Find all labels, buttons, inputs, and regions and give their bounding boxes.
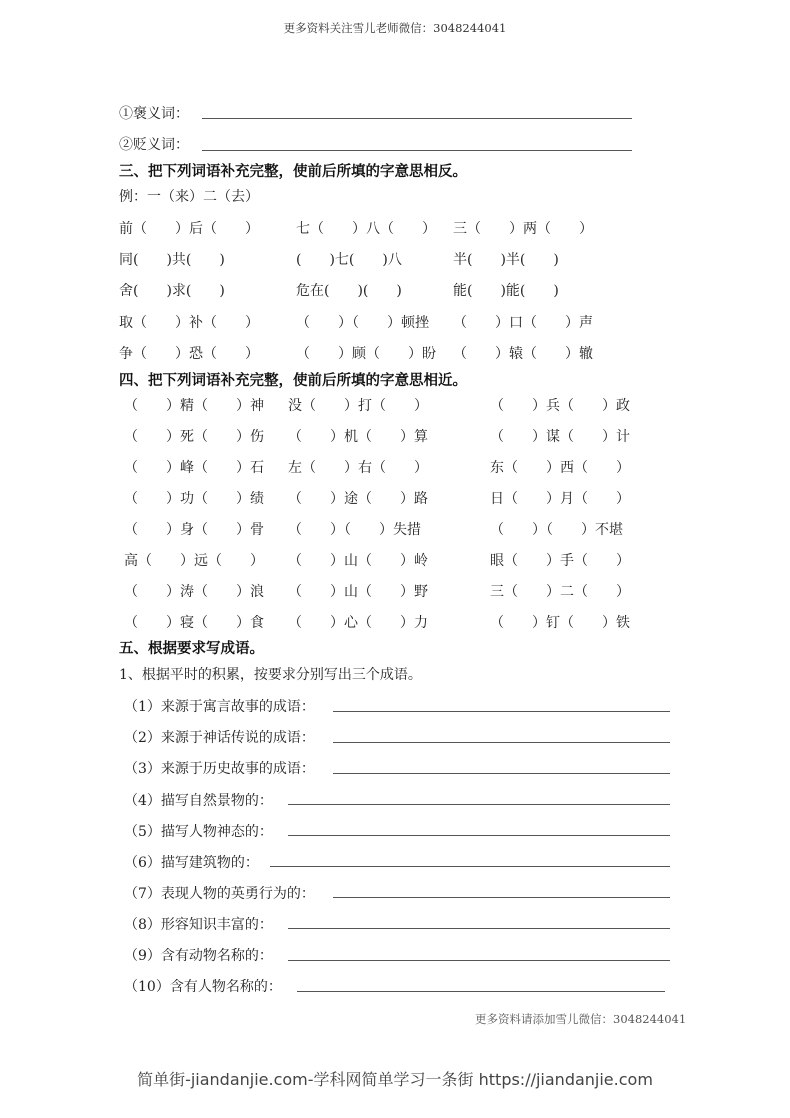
commendatory-answer-line[interactable] — [202, 118, 632, 119]
antonym-fill-item[interactable]: 能( )能( ) — [453, 283, 559, 299]
synonym-fill-item[interactable]: 三（ ）二（ ） — [490, 584, 630, 600]
synonym-fill-item[interactable]: （ ）山（ ）野 — [288, 584, 428, 600]
section5-instruction: 1、根据平时的积累，按要求分别写出三个成语。 — [119, 667, 422, 683]
idiom-answer-line-2[interactable] — [333, 742, 670, 743]
antonym-fill-item[interactable]: （ ）口（ ）声 — [453, 315, 593, 331]
section3-heading: 三、把下列词语补充完整，使前后所填的字意思相反。 — [119, 164, 467, 180]
synonym-fill-item[interactable]: （ ）（ ）失措 — [288, 522, 421, 538]
synonym-fill-item[interactable]: 左（ ）右（ ） — [288, 460, 428, 476]
derogatory-label: ②贬义词： — [119, 137, 189, 153]
antonym-fill-item[interactable]: 同( )共( ) — [119, 252, 225, 268]
idiom-prompt-3: （3）来源于历史故事的成语： — [124, 761, 315, 777]
synonym-fill-item[interactable]: 日（ ）月（ ） — [490, 491, 630, 507]
synonym-fill-item[interactable]: 东（ ）西（ ） — [490, 460, 630, 476]
antonym-fill-item[interactable]: 三（ ）两（ ） — [453, 221, 593, 237]
antonym-fill-item[interactable]: 取（ ）补（ ） — [119, 315, 259, 331]
synonym-fill-item[interactable]: （ ）机（ ）算 — [288, 429, 428, 445]
antonym-fill-item[interactable]: ( )七( )八 — [296, 252, 402, 268]
antonym-fill-item[interactable]: （ ）辕（ ）辙 — [453, 346, 593, 362]
idiom-prompt-5: （5）描写人物神态的： — [124, 824, 273, 840]
idiom-prompt-8: （8）形容知识丰富的： — [124, 917, 273, 933]
antonym-fill-item[interactable]: 危在( )( ) — [296, 283, 402, 299]
section3-example: 例：一（来）二（去） — [119, 189, 259, 205]
idiom-prompt-6: （6）描写建筑物的： — [124, 855, 259, 871]
synonym-fill-item[interactable]: （ ）山（ ）岭 — [288, 553, 428, 569]
synonym-fill-item[interactable]: （ ）钉（ ）铁 — [490, 615, 630, 631]
synonym-fill-item[interactable]: （ ）峰（ ）石 — [124, 460, 264, 476]
synonym-fill-item[interactable]: （ ）涛（ ）浪 — [124, 584, 264, 600]
idiom-answer-line-10[interactable] — [297, 991, 665, 992]
site-footer: 简单街-jiandanjie.com-学科网简单学习一条街 https://jiandanjie.com — [137, 1070, 653, 1089]
synonym-fill-item[interactable]: （ ）功（ ）绩 — [124, 491, 264, 507]
idiom-answer-line-8[interactable] — [288, 928, 670, 929]
idiom-answer-line-6[interactable] — [270, 866, 670, 867]
synonym-fill-item[interactable]: 眼（ ）手（ ） — [490, 553, 630, 569]
synonym-fill-item[interactable]: （ ）谋（ ）计 — [490, 429, 630, 445]
idiom-answer-line-9[interactable] — [288, 960, 670, 961]
antonym-fill-item[interactable]: 前（ ）后（ ） — [119, 221, 259, 237]
wechat-note: 更多资料请添加雪儿微信：3048244041 — [475, 1012, 687, 1026]
commendatory-label: ①褒义词： — [119, 106, 189, 122]
synonym-fill-item[interactable]: （ ）身（ ）骨 — [124, 522, 264, 538]
idiom-answer-line-5[interactable] — [288, 835, 670, 836]
synonym-fill-item[interactable]: （ ）（ ）不堪 — [490, 522, 623, 538]
idiom-prompt-10: （10）含有人物名称的： — [124, 979, 282, 995]
section5-heading: 五、根据要求写成语。 — [119, 641, 264, 657]
header-watermark: 更多资料关注雪儿老师微信：3048244041 — [283, 21, 507, 35]
idiom-answer-line-1[interactable] — [333, 711, 670, 712]
synonym-fill-item[interactable]: （ ）心（ ）力 — [288, 615, 428, 631]
idiom-prompt-4: （4）描写自然景物的： — [124, 793, 273, 809]
idiom-prompt-1: （1）来源于寓言故事的成语： — [124, 699, 315, 715]
idiom-prompt-7: （7）表现人物的英勇行为的： — [124, 886, 315, 902]
synonym-fill-item[interactable]: 没（ ）打（ ） — [288, 398, 428, 414]
synonym-fill-item[interactable]: （ ）死（ ）伤 — [124, 429, 264, 445]
synonym-fill-item[interactable]: 高（ ）远（ ） — [124, 553, 264, 569]
idiom-answer-line-3[interactable] — [333, 773, 670, 774]
section4-heading: 四、把下列词语补充完整，使前后所填的字意思相近。 — [119, 373, 467, 389]
antonym-fill-item[interactable]: 七（ ）八（ ） — [296, 221, 436, 237]
idiom-prompt-2: （2）来源于神话传说的成语： — [124, 730, 315, 746]
synonym-fill-item[interactable]: （ ）兵（ ）政 — [490, 398, 630, 414]
antonym-fill-item[interactable]: 半( )半( ) — [453, 252, 559, 268]
derogatory-answer-line[interactable] — [202, 150, 632, 151]
idiom-answer-line-4[interactable] — [288, 804, 670, 805]
synonym-fill-item[interactable]: （ ）精（ ）神 — [124, 398, 264, 414]
synonym-fill-item[interactable]: （ ）途（ ）路 — [288, 491, 428, 507]
synonym-fill-item[interactable]: （ ）寝（ ）食 — [124, 615, 264, 631]
idiom-answer-line-7[interactable] — [333, 897, 670, 898]
antonym-fill-item[interactable]: （ ）（ ）顿挫 — [296, 315, 429, 331]
antonym-fill-item[interactable]: （ ）顾（ ）盼 — [296, 346, 436, 362]
idiom-prompt-9: （9）含有动物名称的： — [124, 948, 273, 964]
antonym-fill-item[interactable]: 舍( )求( ) — [119, 283, 225, 299]
antonym-fill-item[interactable]: 争（ ）恐（ ） — [119, 346, 259, 362]
